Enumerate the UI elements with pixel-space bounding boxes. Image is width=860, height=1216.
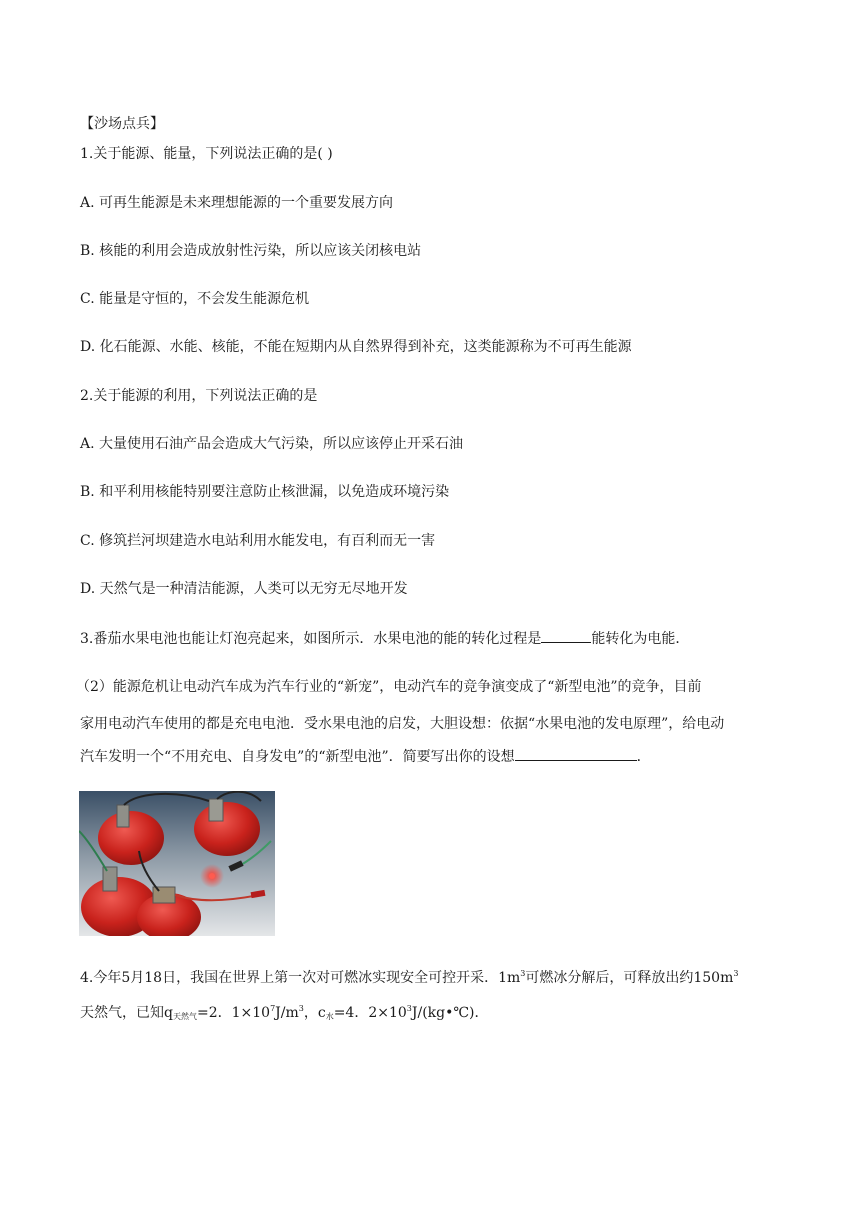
question-1-stem: 1.关于能源、能量，下列说法正确的是( ) <box>80 146 333 162</box>
question-2-option-d: D. 天然气是一种清洁能源，人类可以无穷无尽地开发 <box>80 581 408 597</box>
question-4-line1-text-b: 可燃冰分解后，可释放出约150m <box>525 970 734 986</box>
question-4-line2-text-f: J/(kg•℃)． <box>411 1005 489 1021</box>
question-2-stem: 2.关于能源的利用，下列说法正确的是 <box>80 388 318 404</box>
subscript: 天然气 <box>172 1012 197 1021</box>
question-4-line1-text-a: 4.今年5月18日，我国在世界上第一次对可燃冰实现安全可控开采．1m <box>80 970 521 986</box>
superscript: 7 <box>270 1004 276 1013</box>
question-3-part2-line3-before: 汽车发明一个“不用充电、自身发电”的“新型电池”．简要写出你的设想 <box>80 749 515 765</box>
question-3-stem-before: 3.番茄水果电池也能让灯泡亮起来，如图所示．水果电池的能的转化过程是 <box>80 631 542 647</box>
question-4-line2-text-c: J/m <box>275 1005 299 1021</box>
question-4-line2-text-b: =2．1×10 <box>196 1005 271 1021</box>
question-1-option-c: C. 能量是守恒的，不会发生能源危机 <box>80 291 310 307</box>
question-1-option-b: B. 核能的利用会造成放射性污染，所以应该关闭核电站 <box>80 243 422 259</box>
question-2-option-c: C. 修筑拦河坝建造水电站利用水能发电，有百利而无一害 <box>80 533 436 549</box>
question-4-line2-text-e: =4．2×10 <box>333 1005 407 1021</box>
question-3-stem <box>80 628 689 649</box>
question-3-part2-line1: （2）能源危机让电动汽车成为汽车行业的“新宠”，电动汽车的竞争演变成了“新型电池”的竞争，目前 <box>76 679 702 695</box>
fruit-battery-photo <box>79 791 275 936</box>
question-4-line1 <box>80 964 738 988</box>
subscript: 水 <box>325 1012 334 1021</box>
superscript: 3 <box>298 1004 304 1013</box>
question-2-option-a: A. 大量使用石油产品会造成大气污染，所以应该停止开采石油 <box>80 436 464 452</box>
question-3-part2-line3 <box>80 746 651 767</box>
question-1-option-a: A. 可再生能源是未来理想能源的一个重要发展方向 <box>80 195 394 211</box>
answer-blank-1[interactable] <box>541 628 591 643</box>
question-3-part2-line3-after: ． <box>636 749 651 765</box>
superscript: 3 <box>406 1004 412 1013</box>
section-title: 【沙场点兵】 <box>80 116 164 132</box>
question-4-line2-text-a: 天然气，已知q <box>80 1005 173 1021</box>
answer-blank-2[interactable] <box>515 746 637 761</box>
question-4-line2 <box>80 999 489 1027</box>
question-3-part2-line2: 家用电动汽车使用的都是充电电池．受水果电池的启发，大胆设想：依据“水果电池的发电原理”，给电动 <box>80 716 725 732</box>
superscript: 3 <box>520 969 526 978</box>
question-1-option-d: D. 化石能源、水能、核能，不能在短期内从自然界得到补充，这类能源称为不可再生能源 <box>80 339 632 355</box>
superscript: 3 <box>733 969 739 978</box>
question-4-line2-text-d: ，c <box>303 1005 326 1021</box>
question-2-option-b: B. 和平利用核能特别要注意防止核泄漏，以免造成环境污染 <box>80 484 450 500</box>
question-3-stem-after: 能转化为电能． <box>591 631 690 647</box>
